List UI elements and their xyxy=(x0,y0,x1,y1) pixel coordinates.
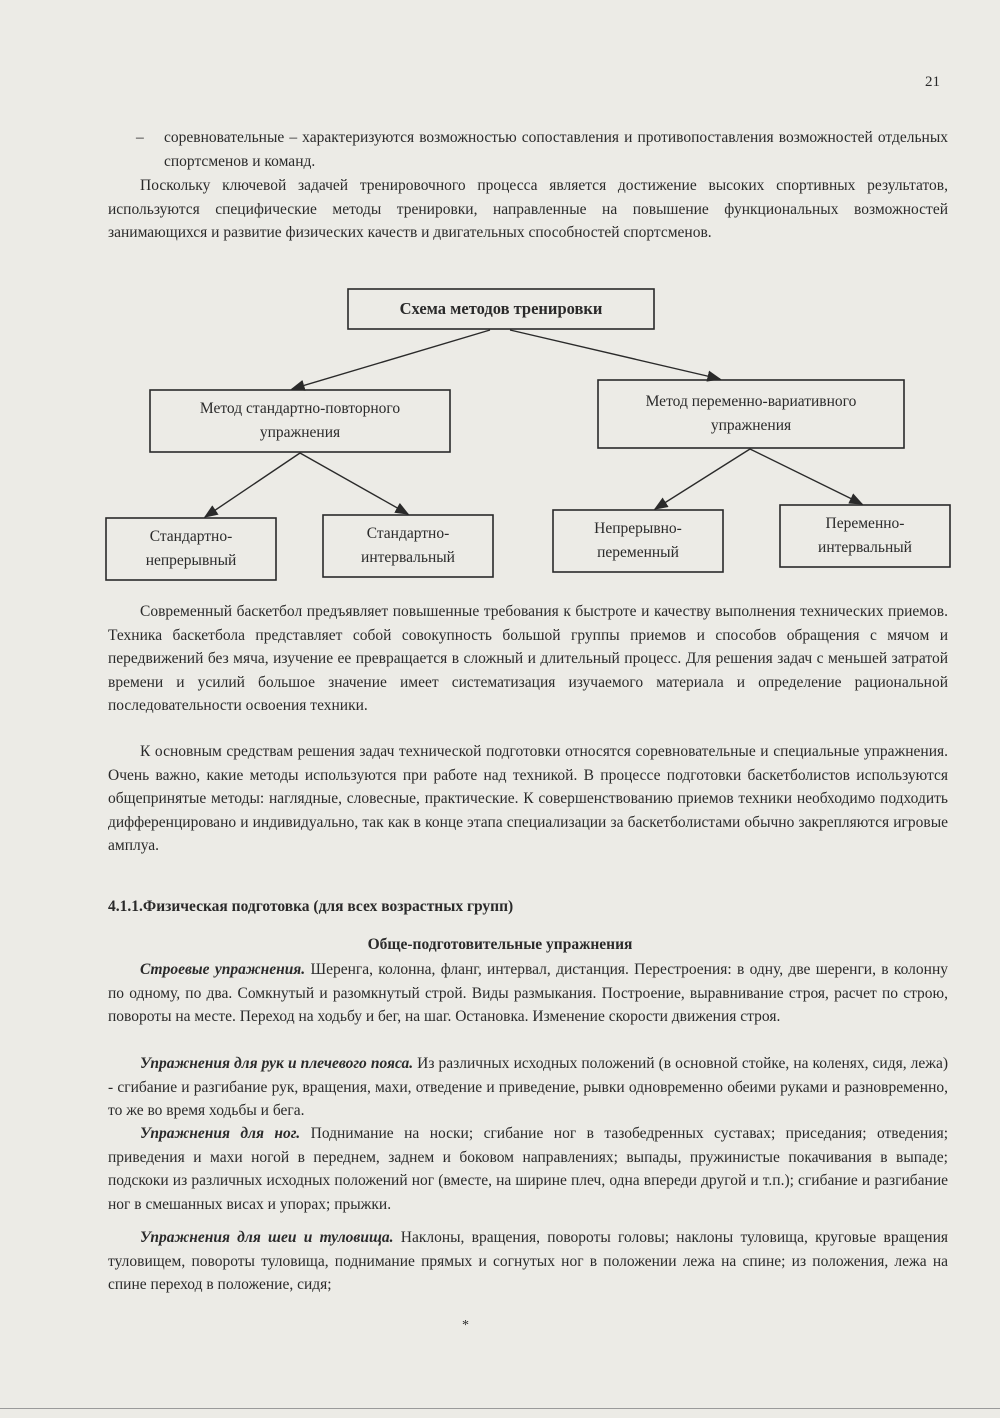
item-lead: Строевые упражнения. xyxy=(140,961,306,978)
item-text: Поднимание на носки; сгибание ног в тазобедренных суставах; приседания; отведения; приведения и махи ногой в переднем, заднем и боковом направлениях; выпады, пружинистые покачивания в выпаде; подскоки из различных исходных положений ног (вместе, на ширине плеч, одна впереди другой и т.п.); сгибание и разгибание ног в смешанных висах и упорах; прыжки. xyxy=(108,1125,949,1213)
leaf-label-1: Стандартно-непрерывный xyxy=(145,528,237,569)
section-heading: 4.1.1.Физическая подготовка (для всех возрастных групп) xyxy=(108,898,514,915)
exercise-item-legs xyxy=(108,1122,948,1216)
bullet-text: соревновательные – характеризуются возможностью сопоставления и противопоставления возможностей отдельных спортсменов и команд. xyxy=(164,129,948,170)
item-text: Наклоны, вращения, повороты головы; наклоны туловища, круговые вращения туловищем, повороты туловища, поднимание прямых и согнутых ног в положении лежа на спине; из положения, лежа на спине переход в положение, сидя; xyxy=(108,1229,948,1293)
arrow-title-left xyxy=(292,330,490,389)
arrow-title-right xyxy=(510,330,720,379)
item-lead: Упражнения для шеи и туловища. xyxy=(140,1229,394,1246)
exercise-item-drill xyxy=(108,958,948,1029)
right-method-label: Метод переменно-вариативного упражнения xyxy=(645,393,857,434)
arrow-left-leaf1 xyxy=(205,453,300,517)
leaf-label-4: Переменно-интервальный xyxy=(818,515,912,556)
item-lead: Упражнения для ног. xyxy=(140,1125,301,1142)
intro-paragraph: Поскольку ключевой задачей тренировочного процесса является достижение высоких спортивных результатов, используются специфические методы тренировки, направленные на повышение функциональных возможностей занимающихся и развитие физических качеств и двигательных способностей спортсменов. xyxy=(108,177,948,241)
bottom-rule xyxy=(0,1408,1000,1409)
body-paragraph-2: К основным средствам решения задач технической подготовки относятся соревновательные и специальные упражнения. Очень важно, какие методы используются при работе над техникой. В процессе подготовки баскетболистов используются общепринятые методы: наглядные, словесные, практические. К совершенствованию приемов техники необходимо подходить дифференцировано и индивидуально, так как в конце этапа специализации за баскетболистами обычно закрепляются игровые амплуа. xyxy=(108,743,948,854)
exercise-item-arms xyxy=(108,1052,948,1123)
body-paragraph-1: Современный баскетбол предъявляет повышенные требования к быстроте и качеству выполнения технических приемов. Техника баскетбола представляет собой совокупность большой группы приемов и способов обращения с мячом и передвижений без мяча, изучение ее превращается в сложный и длительный процесс. Для решения задач с меньшей затратой времени и усилий большое значение имеет систематизация изучаемого материала и определение рациональной последовательности освоения техники. xyxy=(108,603,948,714)
leaf-label-3: Непрерывно-переменный xyxy=(594,520,682,561)
item-text: Шеренга, колонна, фланг, интервал, дистанция. Перестроения: в одну, две шеренги, в колонну по одному, по два. Сомкнутый и разомкнутый строй. Виды размыкания. Построение, выравнивание строя, расчет по строю, повороты на месте. Переход на ходьбу и бег, на шаг. Остановка. Изменение скорости движения строя. xyxy=(108,961,948,1025)
arrow-left-leaf2 xyxy=(300,453,408,514)
diagram-title: Схема методов тренировки xyxy=(399,299,603,318)
arrow-right-leaf3 xyxy=(655,449,750,509)
item-text: Из различных исходных положений (в основной стойке, на коленях, сидя, лежа) - сгибание и разгибание рук, вращения, махи, отведение и приведение, рывки одновременно обеими руками и разновременно, то же во время ходьбы и бега. xyxy=(108,1055,948,1119)
arrow-right-leaf4 xyxy=(750,449,862,504)
bullet-dash: – xyxy=(136,129,144,146)
item-lead: Упражнения для рук и плечевого пояса. xyxy=(140,1055,414,1072)
bottom-mark: * xyxy=(462,1318,469,1333)
exercise-item-neck-trunk xyxy=(108,1226,948,1297)
leaf-label-2: Стандартно-интервальный xyxy=(361,525,455,566)
page-number: 21 xyxy=(925,74,940,90)
section-subheading: Обще-подготовительные упражнения xyxy=(367,936,633,953)
left-method-label: Метод стандартно-повторного упражнения xyxy=(199,400,401,441)
